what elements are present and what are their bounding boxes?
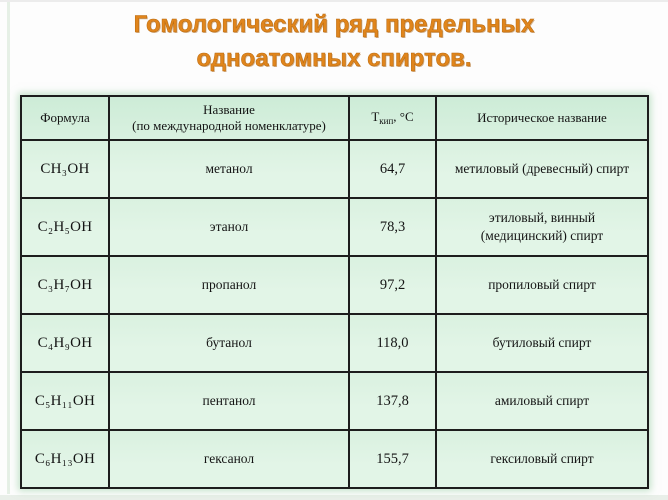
temp-subscript: кип [379,115,394,126]
historical-name-cell: пропиловый спирт [436,256,648,314]
table-row [21,314,648,372]
boiling-temp-cell: 78,3 [349,198,436,256]
table-row [21,256,648,314]
table-row [21,430,648,488]
boiling-temp-cell: 64,7 [349,140,436,198]
table-row [21,198,648,256]
slide-title [0,8,668,76]
alcohols-table [20,95,649,489]
slide-title-line1: Гомологический ряд предельных [133,11,535,38]
table-row [21,140,648,198]
header-row [21,96,648,140]
formula-cell: C₆H₁₃OH [21,430,109,488]
formula-cell: C₅H₁₁OH [21,372,109,430]
name-cell: бутанол [109,314,349,372]
historical-name-cell: бутиловый спирт [436,314,648,372]
name-cell: пропанол [109,256,349,314]
name-cell: этанол [109,198,349,256]
header-historical: Историческое название [436,96,648,140]
temp-unit: , °С [393,108,414,124]
slide-title-line2: одноатомных спиртов. [196,45,472,72]
header-name [109,96,349,140]
formula-cell: C₂H₅OH [21,198,109,256]
table-body [21,140,648,488]
boiling-temp-cell: 137,8 [349,372,436,430]
header-name-line2: (по международной номенклатуре) [132,118,326,133]
table-row [21,372,648,430]
table-header [21,96,648,140]
name-cell: метанол [109,140,349,198]
name-cell: пентанол [109,372,349,430]
boiling-temp-cell: 118,0 [349,314,436,372]
formula-cell: C₃H₇OH [21,256,109,314]
name-cell: гексанол [109,430,349,488]
slide-frame-bottom [0,495,668,500]
header-formula: Формула [21,96,109,140]
historical-name-cell: метиловый (древесный) спирт [436,140,648,198]
boiling-temp-cell: 97,2 [349,256,436,314]
temp-symbol: Т [371,108,380,124]
slide-frame-top [0,0,668,2]
formula-cell: CH₃OH [21,140,109,198]
header-name-line1: Название [203,101,255,117]
formula-cell: C₄H₉OH [21,314,109,372]
header-boiling-temp [349,96,436,140]
historical-name-cell: гексиловый спирт [436,430,648,488]
historical-name-cell: этиловый, винный (медицинский) спирт [436,198,648,256]
boiling-temp-cell: 155,7 [349,430,436,488]
historical-name-cell: амиловый спирт [436,372,648,430]
